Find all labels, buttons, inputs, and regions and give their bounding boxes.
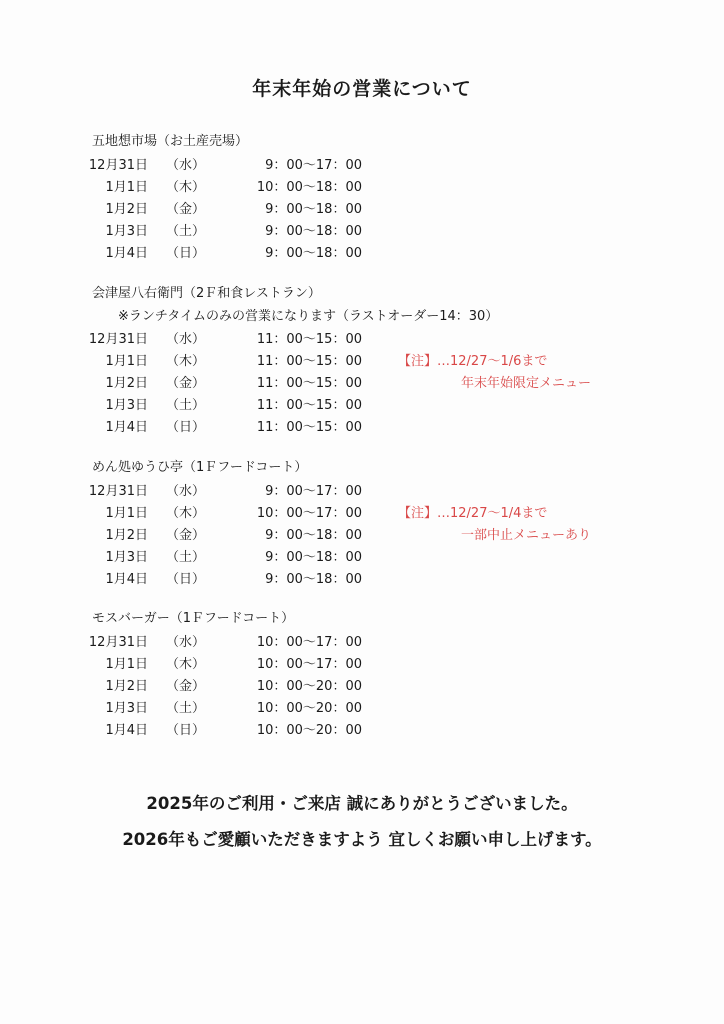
- row-weekday: （水）: [166, 158, 206, 173]
- row-weekday: （土）: [166, 701, 206, 716]
- table-row: [0, 524, 724, 546]
- row-hours: 9：00〜18：00: [265, 550, 362, 565]
- table-row: [0, 568, 724, 590]
- notice-line: 年末年始限定メニュー: [461, 376, 592, 391]
- table-row: [0, 631, 724, 653]
- row-hours: 9：00〜18：00: [265, 572, 362, 587]
- row-weekday: （土）: [166, 398, 206, 413]
- row-date: 1月1日: [105, 354, 148, 369]
- row-hours: 10：00〜18：00: [256, 180, 362, 195]
- section-note: ※ランチタイムのみの営業になります（ラストオーダー14：30）: [118, 309, 499, 324]
- table-row: [0, 502, 724, 524]
- row-hours: 10：00〜20：00: [256, 701, 362, 716]
- section-title: めん処ゆうひ亭（1Ｆフードコート）: [92, 460, 308, 475]
- row-weekday: （日）: [166, 572, 206, 587]
- section-title: 五地想市場（お土産売場）: [92, 134, 249, 149]
- table-row: [0, 328, 724, 350]
- row-weekday: （金）: [166, 202, 206, 217]
- row-hours: 11：00〜15：00: [256, 398, 362, 413]
- table-row: [0, 546, 724, 568]
- row-weekday: （金）: [166, 376, 206, 391]
- row-date: 1月2日: [105, 202, 148, 217]
- row-weekday: （木）: [166, 657, 206, 672]
- row-hours: 9：00〜18：00: [265, 224, 362, 239]
- table-row: [0, 416, 724, 438]
- notice-line: 【注】…12/27〜1/4まで: [398, 506, 548, 521]
- notice-line: 一部中止メニューあり: [461, 528, 592, 543]
- notice-line: 【注】…12/27〜1/6まで: [398, 354, 548, 369]
- row-hours: 10：00〜17：00: [256, 657, 362, 672]
- row-hours: 9：00〜17：00: [265, 484, 362, 499]
- table-row: [0, 198, 724, 220]
- row-date: 12月31日: [88, 158, 148, 173]
- row-hours: 10：00〜20：00: [256, 723, 362, 738]
- row-date: 1月4日: [105, 572, 148, 587]
- row-date: 1月4日: [105, 723, 148, 738]
- row-weekday: （水）: [166, 484, 206, 499]
- page-title: 年末年始の営業について: [252, 78, 472, 100]
- row-weekday: （木）: [166, 180, 206, 195]
- row-date: 1月2日: [105, 528, 148, 543]
- row-weekday: （水）: [166, 332, 206, 347]
- row-weekday: （金）: [166, 528, 206, 543]
- row-date: 1月1日: [105, 506, 148, 521]
- row-weekday: （水）: [166, 635, 206, 650]
- table-row: [0, 220, 724, 242]
- row-hours: 11：00〜15：00: [256, 376, 362, 391]
- row-weekday: （木）: [166, 506, 206, 521]
- row-date: 12月31日: [88, 332, 148, 347]
- row-date: 1月2日: [105, 376, 148, 391]
- row-date: 1月3日: [105, 550, 148, 565]
- row-hours: 11：00〜15：00: [256, 420, 362, 435]
- row-hours: 9：00〜18：00: [265, 246, 362, 261]
- row-hours: 11：00〜15：00: [256, 354, 362, 369]
- section-title: 会津屋八右衛門（2Ｆ和食レストラン）: [92, 286, 321, 301]
- row-date: 1月1日: [105, 180, 148, 195]
- row-weekday: （土）: [166, 224, 206, 239]
- table-row: [0, 372, 724, 394]
- row-hours: 10：00〜17：00: [256, 635, 362, 650]
- table-row: [0, 176, 724, 198]
- row-date: 1月3日: [105, 398, 148, 413]
- table-row: [0, 394, 724, 416]
- row-date: 1月3日: [105, 701, 148, 716]
- table-row: [0, 154, 724, 176]
- closing-message-line1: 2025年のご利用・ご来店 誠にありがとうございました。: [146, 794, 578, 813]
- row-date: 1月1日: [105, 657, 148, 672]
- table-row: [0, 719, 724, 741]
- section-title: モスバーガー（1Ｆフードコート）: [92, 611, 295, 626]
- closing-message-line2: 2026年もご愛顧いただきますよう 宜しくお願い申し上げます。: [122, 830, 602, 849]
- table-row: [0, 242, 724, 264]
- row-hours: 10：00〜20：00: [256, 679, 362, 694]
- row-weekday: （日）: [166, 723, 206, 738]
- table-row: [0, 350, 724, 372]
- row-hours: 9：00〜18：00: [265, 528, 362, 543]
- row-weekday: （日）: [166, 420, 206, 435]
- row-date: 1月4日: [105, 420, 148, 435]
- row-date: 12月31日: [88, 484, 148, 499]
- table-row: [0, 480, 724, 502]
- row-hours: 9：00〜17：00: [265, 158, 362, 173]
- row-date: 1月2日: [105, 679, 148, 694]
- row-date: 1月3日: [105, 224, 148, 239]
- table-row: [0, 675, 724, 697]
- row-weekday: （木）: [166, 354, 206, 369]
- row-weekday: （土）: [166, 550, 206, 565]
- row-date: 1月4日: [105, 246, 148, 261]
- row-weekday: （日）: [166, 246, 206, 261]
- row-hours: 9：00〜18：00: [265, 202, 362, 217]
- table-row: [0, 697, 724, 719]
- row-hours: 10：00〜17：00: [256, 506, 362, 521]
- row-hours: 11：00〜15：00: [256, 332, 362, 347]
- table-row: [0, 653, 724, 675]
- row-date: 12月31日: [88, 635, 148, 650]
- row-weekday: （金）: [166, 679, 206, 694]
